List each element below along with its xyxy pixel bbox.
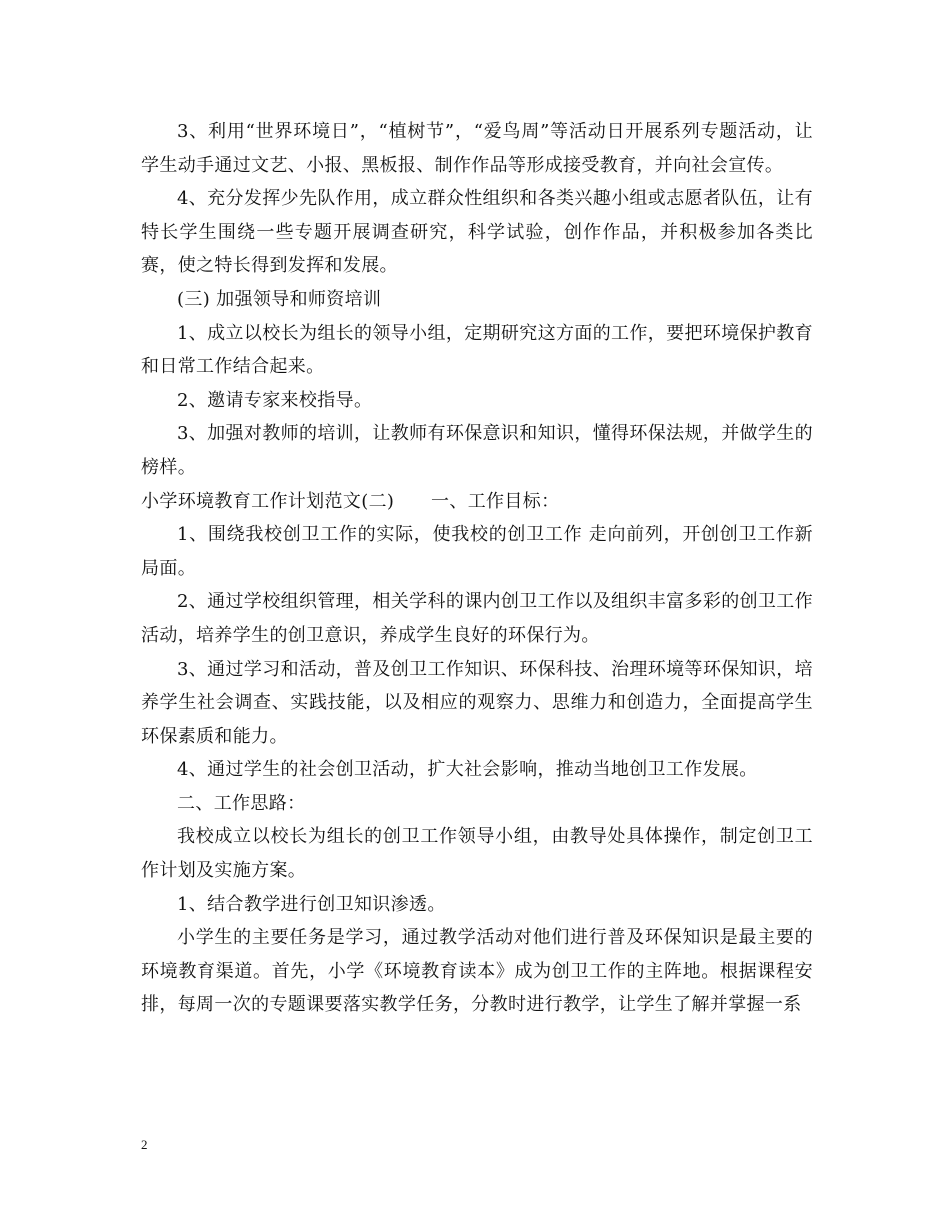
paragraph-goal-four: 4、通过学生的社会创卫活动，扩大社会影响，推动当地创卫工作发展。	[177, 759, 758, 781]
paragraph-teacher-training: 3、加强对教师的培训，让教师有环保意识和知识，懂得环保法规，并做学生的榜样。	[141, 423, 813, 478]
paragraph-work-approach: 我校成立以校长为组长的创卫工作领导小组，由教导处具体操作，制定创卫工作计划及实施方案。	[141, 826, 813, 882]
document-body	[141, 115, 813, 1022]
paragraph-activity-days: 3、利用“世界环境日”，“植树节”，“爱鸟周”等活动日开展系列专题活动，让学生动手通过文艺、小报、黑板报、制作作品等形成接受教育，并向社会宣传。	[141, 121, 813, 176]
paragraph-young-pioneers: 4、充分发挥少先队作用，成立群众性组织和各类兴趣小组或志愿者队伍，让有特长学生围绕一些专题开展调查研究，科学试验，创作作品，并积极参加各类比赛，使之特长得到发挥和发展。	[141, 188, 813, 277]
paragraph-leadership-group: 1、成立以校长为组长的领导小组，定期研究这方面的工作，要把环境保护教育和日常工作结合起来。	[141, 322, 813, 378]
page-number: 2	[141, 1137, 148, 1152]
paragraph-student-learning: 小学生的主要任务是学习，通过教学活动对他们进行普及环保知识是最主要的环境教育渠道。首先，小学《环境教育读本》成为创卫工作的主阵地。根据课程安排，每周一次的专题课要落实教学任务，分教时进行教学，让学生了解并掌握一系	[141, 927, 813, 1016]
paragraph-invite-experts: 2、邀请专家来校指导。	[177, 389, 373, 411]
paragraph-goal-three: 3、通过学习和活动，普及创卫工作知识、环保科技、治理环境等环保知识，培养学生社会调查、实践技能，以及相应的观察力、思维力和创造力，全面提高学生环保素质和能力。	[141, 658, 813, 747]
paragraph-teaching-integration: 1、结合教学进行创卫知识渗透。	[177, 893, 446, 915]
paragraph-goal-two: 2、通过学校组织管理，相关学科的课内创卫工作以及组织丰富多彩的创卫工作活动，培养学生的创卫意识，养成学生良好的环保行为。	[141, 591, 813, 646]
paragraph-goal-one: 1、围绕我校创卫工作的实际，使我校的创卫工作 走向前列，开创创卫工作新局面。	[141, 524, 813, 579]
section-heading-work-approach: 二、工作思路：	[177, 792, 306, 814]
section-heading-leadership-training: (三) 加强领导和师资培训	[177, 288, 382, 310]
document-subtitle-sample-two: 小学环境教育工作计划范文(二) 一、工作目标：	[141, 490, 560, 512]
